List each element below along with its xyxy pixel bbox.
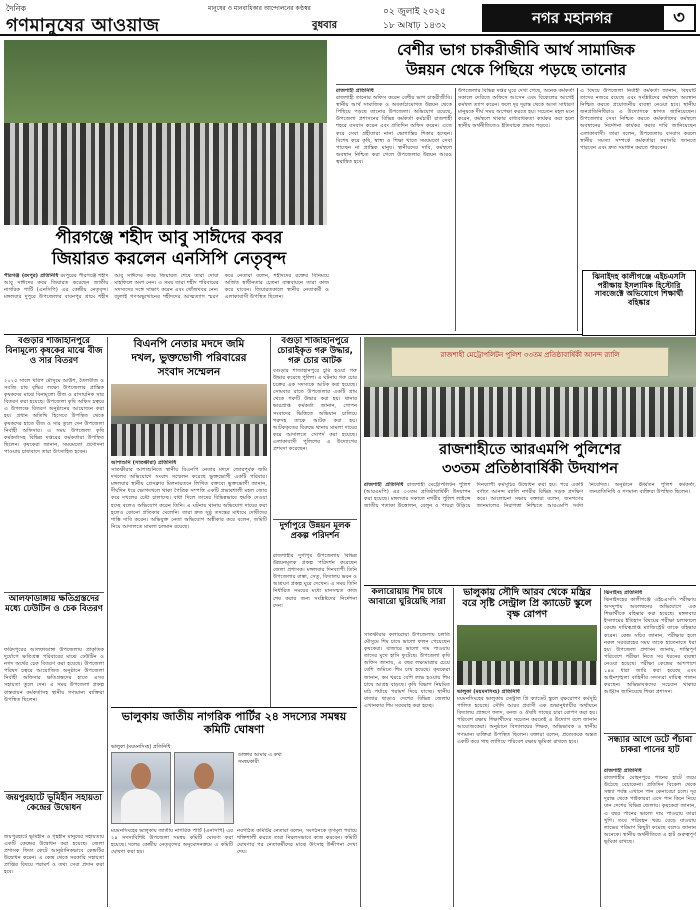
rally-headline-line2: ৩৩তম প্রতিষ্ঠাবার্ষিকী উদযাপন xyxy=(441,461,619,477)
bhaluka-party-body2: নবগঠিত কমিটির নেতারা বলেন, সংগঠনকে তৃণমূল পর্যায়ে শক্তিশালী করতে তারা নিরলসভাবে কাজ করবেন। কমিটি ঘোষণার পর নেতাকর্মীদের মাঝে উৎসাহ উদ্দীপনা দেখা দেয়। xyxy=(237,828,357,856)
rally-body xyxy=(364,482,696,582)
rally-body-text: রাজশাহী মেট্রোপলিটন পুলিশ (আরএমপি) এর ৩৩তম প্রতিষ্ঠাবার্ষিকী উদযাপন করা হয়েছে। মঙ্গলবার সকালে নগরীর পুলিশ লাইন্সে জাতীয় পতাকা উত্তোলন, বেলুন ও পায়রা উড়িয়ে দিনব্যাপী কর্মসূচির উদ্বোধন করা হয়। পরে একটি বর্ণাঢ্য আনন্দ র‍্যালি নগরীর বিভিন্ন সড়ক প্রদক্ষিণ করে। আলোচনা সভায় বক্তারা বলেন, জনগণের জানমালের নিরাপত্তা নিশ্চিতে আরএমপি সর্বদা নিবেদিত। অনুষ্ঠানে ঊর্ধ্বতন পুলিশ কর্মকর্তা, জনপ্রতিনিধি ও গণমান্য ব্যক্তিরা উপস্থিত ছিলেন। xyxy=(364,482,696,510)
bhaluka-saudi-headline: ভালুকায় সৌদি আরব থেকে মন্ত্রির বরে সৃষ্টি সেন্ট্রাল প্রি ক্যাডেট স্কুলে বৃক্ষ রোপণ xyxy=(462,587,592,620)
rally-banner xyxy=(391,347,670,377)
col3-story3-headline: কলারোয়ায় শিম চাষে আবারো ঘুরিয়েছি সারা xyxy=(368,587,446,607)
rally-banner-text: রাজশাহী মেট্রোপলিটন পুলিশ ৩৩তম প্রতিষ্ঠাবার্ষিকী আনন্দ র‍্যালি xyxy=(440,351,620,359)
story-divider xyxy=(273,519,357,520)
col3-story2-headline: দুর্গাপুরে উন্নয়ন মূলক প্রকল্প পরিদর্শন xyxy=(279,521,351,541)
bnp-headline-line3: সংবাদ সম্মেলন xyxy=(157,366,221,378)
lead-body-col3 xyxy=(580,88,696,268)
col3-story1-headline: বগুড়া শাজাহানপুরে চোরাইকৃত গরু উদ্ধার, গরু চোর আটক xyxy=(277,336,353,366)
lead-body-part2: উপজেলার বিভিন্ন দপ্তর ঘুরে দেখা গেছে, অনেক কর্মকর্তা সকালে দেরিতে অফিসে আসেন এবং বিকেলের আগেই কর্মস্থল ত্যাগ করেন। ফলে দূর দূরান্ত থেকে আসা সাধারণ মানুষকে দীর্ঘ সময় অপেক্ষা করতে হয়। সচেতন মহল মনে করেন, কর্মস্থলে থাকার বাধ্যবাধকতা কার্যকর করা হলে স্থানীয় অর্থনীতিতেও ইতিবাচক প্রভাব পড়বে। xyxy=(458,88,574,130)
masthead xyxy=(0,0,700,36)
column-rule xyxy=(270,337,271,707)
issue-date-bangla: ১৮ আষাঢ় ১৪৩২ xyxy=(383,21,447,31)
column-rule xyxy=(577,88,578,331)
lead-body-continue: উপজেলার সেবা নিশ্চিত করতে কর্মকর্তাদের কর্মস্থলে অবস্থানের নির্দেশনা কার্যকর করার দাবি জানিয়েছেন এলাকাবাসী। তারা বলেন, উপজেলায় বসবাস করলে স্থানীয় সমস্যা সম্পর্কে কর্মকর্তারা সরাসরি জানতে পারবেন এবং দ্রুত সমাধান করতে পারবেন। xyxy=(580,116,696,151)
pirganj-body-text: রংপুরের পীরগঞ্জে শহীদ আবু সাঈদের কবর জিয়ারত করেছেন জাতীয় নাগরিক পার্টি (এনসিপি) এর কেন্দ্রীয় নেতৃবৃন্দ। মঙ্গলবার দুপুরে উপজেলার বাবনপুর গ্রামে শহীদ আবু সাঈদের কবর জিয়ারত শেষে তারা দোয়া মাহফিলে অংশ নেন। এ সময় তারা শহীদ পরিবারের সদস্যদের সঙ্গে সাক্ষাৎ করেন এবং খোঁজখবর নেন। জুলাই গণঅভ্যুত্থানের শহীদদের আত্মত্যাগ স্মরণ করে নেতারা বলেন, শহীদদের রক্তের বিনিময়ে অর্জিত স্বাধীনতার চেতনা বাস্তবায়নে তারা কাজ করে যাবেন। জিয়ারতকালে স্থানীয় নেতাকর্মী ও এলাকাবাসী উপস্থিত ছিলেন। xyxy=(4,273,329,301)
lead-body-part1: রাজশাহী তানোর অফিস করেন বেশীর ভাগ চাকরীজীবি। স্থানীয় আর্থ সামাজিক ও অবকাঠামোগত উন্নয়ন থেকে পিছিয়ে পড়ছে তানোর উপজেলা। অভিযোগ রয়েছে, উপজেলা প্রশাসনের বিভিন্ন কর্মকর্তা কর্মচারী রাজশাহী শহরে বসবাস করেন এবং প্রতিদিন অফিস করেন। এতে করে সেবা গ্রহীতারা নানা ভোগান্তির শিকার হচ্ছেন। বিশেষ করে কৃষি, স্বাস্থ্য ও শিক্ষা খাতে সময়মতো সেবা পাচ্ছেন না প্রান্তিক মানুষ। স্থানীয়দের দাবি, কর্মস্থলে অবস্থান নিশ্চিত করা গেলে উপজেলার উন্নয়ন আরও ত্বরান্বিত হবে। xyxy=(336,95,452,165)
column-rule xyxy=(107,337,108,907)
section-divider xyxy=(111,707,357,708)
portrait-leader-2 xyxy=(174,752,234,824)
story-divider xyxy=(604,733,696,734)
lead-body-part3: এ বিষয়ে উপজেলা নির্বাহী কর্মকর্তা জানান, বিষয়টি তাদের নজরে রয়েছে এবং সংশ্লিষ্টদের কর্মস্থলে অবস্থান নিশ্চিত করতে প্রয়োজনীয় ব্যবস্থা নেওয়া হবে। স্থানীয় জনপ্রতিনিধিরাও এ উদ্যোগকে স্বাগত জানিয়েছেন। xyxy=(580,88,696,116)
lead-body-col1 xyxy=(336,88,452,331)
bhaluka-saudi-body xyxy=(457,689,597,906)
col1-story2-headline: আলফাডাঙ্গায় ক্ষতিগ্রস্তদের মধ্যে ঢেউটিন ও চেক বিতরণ xyxy=(5,594,103,614)
bhaluka-saudi-dateline: ভালুকা (ময়মনসিংহ) প্রতিনিধি xyxy=(457,689,520,695)
photo-rmp-rally xyxy=(364,337,696,437)
lead-headline-line2: উন্নয়ন থেকে পিছিয়ে পড়ছে তানোর xyxy=(405,61,627,79)
bnp-headline-line1: বিএনপি নেতার মদদে জমি xyxy=(133,338,245,350)
col5-story2-body xyxy=(604,768,696,906)
pirganj-headline-line1: পীরগঞ্জে শহীদ আবু সাঈদের কবর xyxy=(55,228,283,248)
portrait-leader-1 xyxy=(111,752,171,824)
col1-story1-body: ২০২৫ সালে খরিপ মৌসুমে আউশ, তৈলবীজ ও সবজি চাষ বৃদ্ধির লক্ষ্যে উপজেলার প্রান্তিক কৃষকদের মাঝে বিনামূল্যে বীজ ও রাসায়নিক সার বিতরণ করা হয়েছে। উপজেলা কৃষি অফিস চত্বরে এ উপলক্ষে বিতরণ অনুষ্ঠানের আয়োজন করা হয়। প্রধান অতিথি হিসেবে উপস্থিত থেকে কৃষকদের হাতে বীজ ও সার তুলে দেন উপজেলা নির্বাহী অফিসার। এ সময় উপজেলা কৃষি কর্মকর্তাসহ বিভিন্ন দপ্তরের কর্মকর্তারা উপস্থিত ছিলেন। কৃষকেরা জানান, সময়মতো প্রণোদনা পাওয়ায় চাষাবাদে তারা উৎসাহিত হবেন। xyxy=(4,378,104,455)
lead-body-col2 xyxy=(458,88,574,331)
story-divider xyxy=(4,791,104,792)
col3-story1-body: বগুড়ার শাজাহানপুরে চুরি হওয়া গরু উদ্ধার করেছে পুলিশ। এ ঘটনায় গরু চোর চক্রের এক সদস্যকে আটক করা হয়েছে। সোমবার রাতে উপজেলার একটি গ্রাম থেকে গরুটি উদ্ধার করা হয়। থানার ভারপ্রাপ্ত কর্মকর্তা জানান, গোপন সংবাদের ভিত্তিতে অভিযান চালিয়ে গরুসহ তাকে আটক করা হয়। আটককৃতের বিরুদ্ধে থানায় মামলা দায়ের করে আদালতে সোপর্দ করা হয়েছে। এলাকাবাসী পুলিশের এ উদ্যোগের প্রশংসা করেছেন। xyxy=(273,368,357,453)
lead-dateline: রাজশাহী প্রতিনিধি xyxy=(336,88,374,94)
bhaluka-party-body1: ময়মনসিংহের ভালুকায় জাতীয় নাগরিক পার্টি (এনসিপি) এর ২৪ সদস্যবিশিষ্ট উপজেলা সমন্বয় কমিটি ঘোষণা করা হয়েছে। দলের কেন্দ্রীয় নেতৃবৃন্দের অনুমোদনক্রমে এ কমিটি ঘোষণা করা হয়। xyxy=(111,828,233,856)
bhaluka-party-caption xyxy=(238,752,357,765)
bnp-body xyxy=(111,460,267,700)
column-rule xyxy=(453,588,454,907)
col5-story2-body-text: রাজশাহীর মোহনপুরে পানের হাটে জমে উঠেছে বেচাকেনা। প্রতিদিন বিকেল থেকে সন্ধ্যা পর্যন্ত এখানে পান কেনাবেচা চলে। দূর দূরান্ত থেকে পাইকাররা এসে পান কিনে নিয়ে যান দেশের বিভিন্ন জেলায়। কৃষকেরা জানান, এ বছর পানের ভালো দাম পাওয়ায় তারা খুশি। তবে পরিবহন খরচ বেড়ে যাওয়ায় লাভের পরিমাণ কিছুটা কমেছে বলেও জানান অনেকে। স্থানীয় অর্থনীতিতে এ হাট গুরুত্বপূর্ণ ভূমিকা রাখছে। xyxy=(604,775,696,845)
col1-story3-headline: জয়পুরহাটে ভূমিহীন সহায়তা কেন্দ্রের উদ্বোধন xyxy=(6,793,102,813)
rally-headline-line1: রাজশাহীতে আরএমপি পুলিশের xyxy=(439,442,621,458)
jhenaidah-headline: ঝিনাইদহ কালীগঞ্জে এইচএসসি পরীক্ষায় ইসলামিক হিস্টোরি সাবজেক্টে অভিযোগে শিক্ষার্থী বহিষ্কার xyxy=(592,272,686,308)
col1-story3-body: জয়পুরহাটে ভূমিহীন ও গৃহহীন মানুষের সহায়তায় একটি কেন্দ্রের উদ্বোধন করা হয়েছে। জেলা প্রশাসক ফিতা কেটে আনুষ্ঠানিকভাবে কেন্দ্রটির উদ্বোধন করেন। এ কেন্দ্র থেকে সরকারি সহায়তা প্রাপ্তির বিষয়ে পরামর্শ ও তথ্য সেবা প্রদান করা হবে। xyxy=(4,834,104,876)
bnp-body-text: সাতক্ষীরার আশাশুনিতে স্থানীয় বিএনপি নেতার মদদে জোরপূর্বক জমি দখলের অভিযোগে সংবাদ সম্মেলন করেছে ভুক্তভোগী একটি পরিবার। মঙ্গলবার স্থানীয় প্রেসক্লাব মিলনায়তনে লিখিত বক্তব্যে ভুক্তভোগী জানান, দীর্ঘদিন ধরে ভোগদখলে থাকা পৈত্রিক সম্পত্তি একটি প্রভাবশালী মহল জোর করে দখলের চেষ্টা চালাচ্ছে। বাধা দিলে তাদের বিভিন্নভাবে হুমকি দেওয়া হচ্ছে বলেও অভিযোগ করেন তিনি। এ ঘটনায় থানায় অভিযোগ দায়ের করা হলেও কোনো প্রতিকার মেলেনি। তারা দ্রুত সুষ্ঠু তদন্তের মাধ্যমে দোষীদের শাস্তি দাবি করেন। অভিযুক্ত নেতা অভিযোগ অস্বীকার করে বলেন, জমিটি নিয়ে আদালতে মামলা চলমান রয়েছে। xyxy=(111,467,267,530)
photo-press-conference xyxy=(111,384,267,456)
lead-headline-line1: বেশীর ভাগ চাকরীজীবি আর্থ সামাজিক xyxy=(397,41,635,59)
story-divider xyxy=(4,592,104,593)
pirganj-headline-line2: জিয়ারত করলেন এনসিপি নেতৃবৃন্দ xyxy=(51,249,287,269)
col5-story2-dateline: রাজশাহী প্রতিনিধি xyxy=(604,768,642,774)
pirganj-dateline: পীরগঞ্জ (রংপুর) প্রতিনিধি xyxy=(4,273,59,279)
column-rule xyxy=(455,88,456,331)
jhenaidah-headline-box xyxy=(582,270,696,336)
brand-prefix: দৈনিক xyxy=(6,4,27,13)
bhaluka-party-headline: ভালুকায় জাতীয় নাগরিক পার্টির ২৪ সদস্যের সমন্বয় কমিটি ঘোষণা xyxy=(121,710,347,736)
issue-date: ০২ জুলাই ২০২৫ xyxy=(383,7,446,17)
column-rule xyxy=(600,588,601,907)
page-number: ৩ xyxy=(662,4,696,32)
col5-story1-dateline: ঝিনাইদহ প্রতিনিধি xyxy=(604,590,643,596)
pirganj-body xyxy=(4,273,329,331)
col3-story3-body: সাতক্ষীরার কলারোয়া উপজেলায় চলতি মৌসুমে শিম চাষে ভালো ফলন পেয়েছেন কৃষকেরা। বাজারে ভালো দাম পাওয়ায় তাদের মুখে হাসি ফুটেছে। উপজেলা কৃষি অফিস জানায়, এ বছর লক্ষ্যমাত্রার চেয়ে বেশি জমিতে শিম চাষ হয়েছে। কৃষকেরা জানান, কম খরচে বেশি লাভ হওয়ায় শিম চাষে আগ্রহ বাড়ছে। কৃষি বিভাগ নিয়মিত মাঠ পর্যায়ে পরামর্শ দিয়ে যাচ্ছে। স্থানীয় বাজার ছাড়াও দেশের বিভিন্ন জেলায় এখানকার শিম সরবরাহ করা হচ্ছে। xyxy=(364,632,450,709)
col3-story2-body: রাজশাহীর দুর্গাপুর উপজেলায় বিভিন্ন উন্নয়নমূলক প্রকল্প পরিদর্শন করেছেন জেলা প্রশাসক। মঙ্গলবার দিনব্যাপী তিনি উপজেলার রাস্তা, সেতু, বিদ্যালয় ভবন ও আশ্রয়ণ প্রকল্প ঘুরে দেখেন। এ সময় তিনি নির্ধারিত সময়ের মধ্যে মানসম্মত কাজ শেষ করার জন্য সংশ্লিষ্টদের নির্দেশনা দেন। xyxy=(273,553,357,609)
col1-story2-body: ফরিদপুরের আলফাডাঙ্গা উপজেলায় প্রাকৃতিক দুর্যোগে ক্ষতিগ্রস্ত পরিবারের মাঝে ঢেউটিন ও নগদ অর্থের চেক বিতরণ করা হয়েছে। উপজেলা পরিষদ চত্বরে আয়োজিত অনুষ্ঠানে উপজেলা নির্বাহী অফিসার ক্ষতিগ্রস্তদের হাতে এসব সহায়তা তুলে দেন। এ সময় উপজেলা প্রকল্প বাস্তবায়ন কর্মকর্তাসহ স্থানীয় গণ্যমান্য ব্যক্তিরা উপস্থিত ছিলেন। xyxy=(4,647,104,703)
col5-story2-headline: সন্ধ্যার আগে ডটে পঁচাৰা চাকরা পানের হাট xyxy=(607,735,693,755)
section-title: নগর মহানগর xyxy=(482,4,662,32)
lead-divider xyxy=(336,84,696,85)
issue-weekday: বুধবার xyxy=(312,20,338,31)
section-divider xyxy=(364,585,696,586)
col5-story1-body xyxy=(604,590,696,730)
col5-story1-body-text: ঝিনাইদহের কালীগঞ্জে এইচএসসি পরীক্ষায় অসদুপায় অবলম্বনের অভিযোগে এক শিক্ষার্থীকে বহিষ্কার করা হয়েছে। মঙ্গলবার ইসলামের ইতিহাস বিষয়ের পরীক্ষা চলাকালে কেন্দ্রে দায়িত্বপ্রাপ্ত ম্যাজিস্ট্রেট তাকে বহিষ্কার করেন। কেন্দ্র সচিব জানান, পরীক্ষার হলে নকল সরবরাহের সময় তাকে হাতেনাতে ধরা হয়। উপজেলা প্রশাসন জানায়, শান্তিপূর্ণ পরিবেশে পরীক্ষা নিতে সব ধরনের ব্যবস্থা নেওয়া হয়েছে। পরীক্ষা কেন্দ্রের আশপাশে ১৪৪ ধারা জারি করা হয়েছে এবং আইনশৃঙ্খলা বাহিনীর সদস্যরা দায়িত্ব পালন করছেন। অভিভাবকদের সচেতন থাকার আহ্বান জানিয়েছে শিক্ষা প্রশাসন। xyxy=(604,597,696,696)
photo-tree-plantation xyxy=(457,625,597,685)
bhaluka-saudi-body-text: ময়মনসিংহের ভালুকায় সেন্ট্রাল প্রি ক্যাডেট স্কুলে বৃক্ষরোপণ কর্মসূচি পালিত হয়েছে। সৌদি আরব প্রবাসী এক শুভানুধ্যায়ীর অর্থায়নে বিদ্যালয় প্রাঙ্গণে ফলদ, বনজ ও ঔষধি গাছের চারা রোপণ করা হয়। পরিবেশ রক্ষায় শিক্ষার্থীদের সচেতন করতেই এ উদ্যোগ বলে জানান আয়োজকেরা। অনুষ্ঠানে বিদ্যালয়ের শিক্ষক, অভিভাবক ও স্থানীয় গণ্যমান্য ব্যক্তিরা উপস্থিত ছিলেন। বক্তারা বলেন, প্রত্যেককে অন্তত একটি করে গাছ লাগিয়ে পরিবেশ রক্ষায় ভূমিকা রাখতে হবে। xyxy=(457,696,597,745)
col1-story1-headline: বগুড়ার শাজাহানপুরে বিনামূল্যে কৃষকের মাঝে বীজ ও সার বিতরণ xyxy=(5,336,103,366)
column-rule xyxy=(360,585,361,907)
brand-tagline: মানুষের ও মানবাধিকার আন্দোলনের কণ্ঠস্বর xyxy=(208,5,311,12)
newspaper-brand: গণমানুষের আওয়াজ xyxy=(6,15,160,36)
rally-dateline: রাজশাহী প্রতিনিধি xyxy=(364,482,404,488)
caption-line2: সমন্বয়কারী xyxy=(238,758,259,765)
bhaluka-party-dateline: ভালুকা (ময়মনসিংহ) প্রতিনিধি xyxy=(111,744,171,750)
photo-pirganj-grave-visit xyxy=(4,40,327,225)
caption-line1: ডাক্তার আমার এ কথা xyxy=(238,752,282,758)
bnp-dateline: আশাশুনি (সাতক্ষীরা) প্রতিনিধি xyxy=(111,460,177,466)
bnp-headline-line2: দখল, ভুক্তভোগী পরিবারের xyxy=(131,352,247,364)
